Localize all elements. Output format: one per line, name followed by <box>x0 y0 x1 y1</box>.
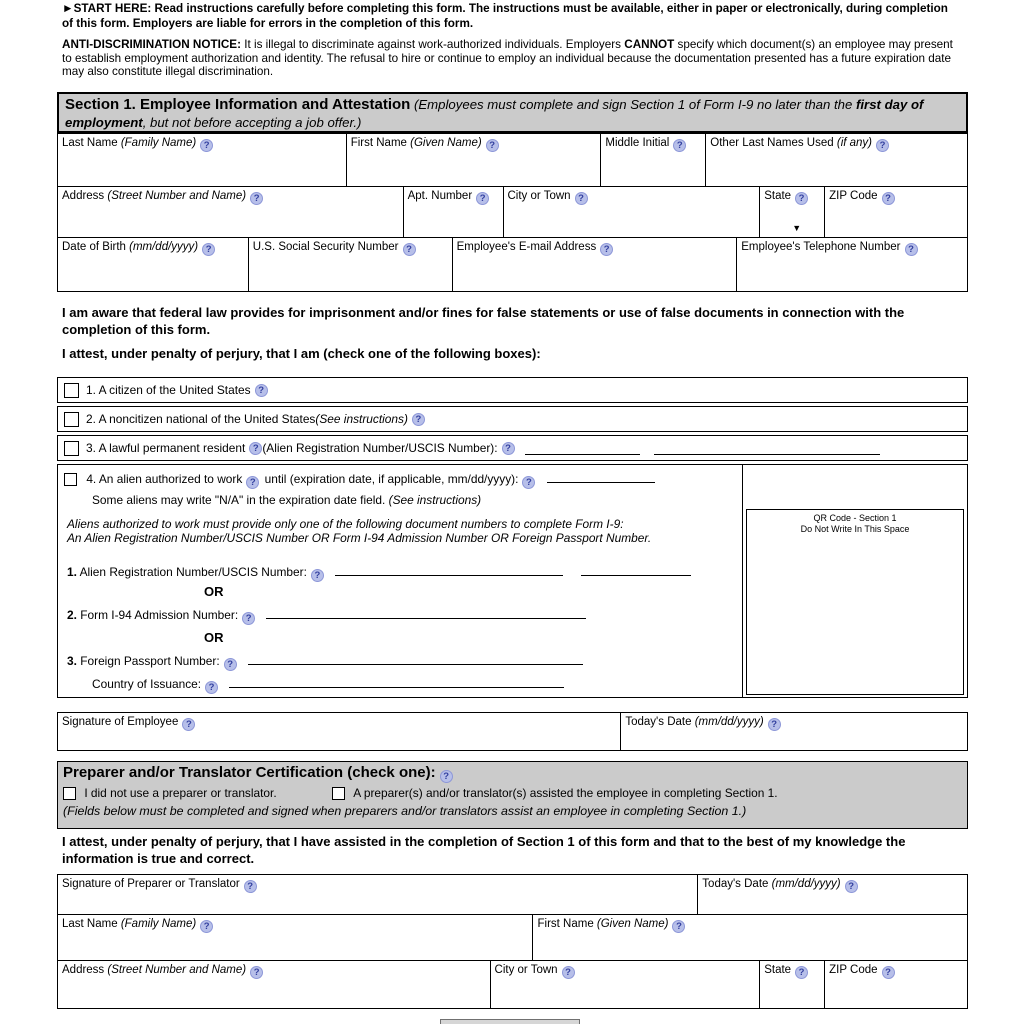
middle-initial-label: Middle Initial <box>605 137 670 149</box>
preparer-state-label: State <box>764 964 792 976</box>
date-of-birth-label: Date of Birth <box>62 241 130 253</box>
country-of-issuance-line[interactable] <box>229 676 564 688</box>
help-icon[interactable]: ? <box>905 243 918 256</box>
anti-discrimination-text-1: It is illegal to discriminate against work-authorized individuals. Employers <box>240 38 625 51</box>
preparer-last-name-field[interactable] <box>58 915 533 961</box>
preparer-first-name-field[interactable] <box>533 915 968 961</box>
noncitizen-national-checkbox[interactable] <box>64 412 79 427</box>
first-name-label: First Name <box>350 137 411 149</box>
telephone-field[interactable] <box>737 238 968 292</box>
employee-signature-table <box>57 712 968 751</box>
ssn-field[interactable] <box>249 238 453 292</box>
i94-number-row <box>67 607 586 625</box>
employee-info-table <box>57 133 968 292</box>
city-field[interactable] <box>504 187 761 238</box>
help-icon[interactable]: ? <box>242 612 255 625</box>
preparer-signature-label: Signature of Preparer or Translator <box>62 878 240 890</box>
anti-discrimination-text-2: specify which document(s) an employee may present to establish employment authorization and identity. The refusal to hire or continue to employ an individual because the documentation presented has a future expiration date may also constitute illegal discrimination. <box>62 38 953 78</box>
country-of-issuance-row <box>92 676 564 694</box>
apt-number-field[interactable] <box>404 187 504 238</box>
zip-field[interactable] <box>825 187 968 238</box>
help-icon[interactable]: ? <box>600 243 613 256</box>
preparer-attestation: I attest, under penalty of perjury, that I have assisted in the completion of Section 1 of this form and that to the best of my knowledge the information is true and correct. <box>62 834 906 866</box>
section1-header <box>57 92 968 133</box>
preparer-date-hint: (mm/dd/yyyy) <box>771 878 841 890</box>
i94-number-num: 2. <box>67 608 77 622</box>
help-icon[interactable]: ? <box>486 139 499 152</box>
foreign-passport-line[interactable] <box>248 653 583 665</box>
preparer-city-label: City or Town <box>494 964 558 976</box>
citizen-row <box>57 377 968 403</box>
first-name-field[interactable] <box>347 134 602 187</box>
qr-area <box>742 465 967 697</box>
citizen-label: 1. A citizen of the United States <box>86 383 251 397</box>
alien-authorized-checkbox[interactable] <box>64 473 77 486</box>
alien-docs-note-2: An Alien Registration Number/USCIS Number OR Form I-94 Admission Number OR Foreign Passport Number. <box>67 531 652 545</box>
dob-row <box>58 238 968 292</box>
alien-reg-number-row <box>67 564 691 582</box>
alien-reg-number-line-2[interactable] <box>581 564 691 576</box>
help-icon[interactable]: ? <box>202 243 215 256</box>
other-last-names-hint: (if any) <box>836 137 873 149</box>
noncitizen-national-label: 2. A noncitizen national of the United States <box>86 412 316 426</box>
uscis-number-line-2[interactable] <box>654 443 880 455</box>
address-field[interactable] <box>58 187 404 238</box>
employee-date-label: Today's Date <box>625 716 695 728</box>
address-hint: (Street Number and Name) <box>107 190 247 202</box>
permanent-resident-label: 3. A lawful permanent resident <box>86 441 246 455</box>
state-dropdown-arrow[interactable]: ▼ <box>792 223 802 233</box>
other-last-names-label: Other Last Names Used <box>710 137 837 149</box>
help-icon[interactable]: ? <box>522 476 535 489</box>
email-field[interactable] <box>453 238 738 292</box>
alien-reg-number-line[interactable] <box>335 564 563 576</box>
foreign-passport-num: 3. <box>67 654 77 668</box>
preparer-fields-note: (Fields below must be completed and signed when preparers and/or translators assist an employee in completing Section 1.) <box>63 804 747 818</box>
preparer-fields-table <box>57 874 968 1009</box>
preparer-certification-section <box>57 761 968 829</box>
anti-discrimination-notice <box>62 38 960 79</box>
federal-law-warning: I am aware that federal law provides for imprisonment and/or fines for false statements or use of false documents in connection with the completion of this form. <box>62 305 905 337</box>
i94-number-label: Form I-94 Admission Number: <box>80 608 239 622</box>
alien-authorized-suffix: until (expiration date, if applicable, mm/dd/yyyy): <box>264 472 519 486</box>
help-icon[interactable]: ? <box>502 442 515 455</box>
last-name-hint: (Family Name) <box>120 137 197 149</box>
help-icon[interactable]: ? <box>575 192 588 205</box>
help-icon[interactable]: ? <box>249 442 262 455</box>
preparer-signature-field[interactable] <box>58 875 698 915</box>
no-preparer-checkbox[interactable] <box>63 787 76 800</box>
expiration-date-line[interactable] <box>547 471 655 483</box>
zip-label: ZIP Code <box>829 190 878 202</box>
section1-subtitle-bold: first day of employment <box>65 97 924 130</box>
help-icon[interactable]: ? <box>200 139 213 152</box>
help-icon[interactable]: ? <box>412 413 425 426</box>
preparer-title-line <box>63 764 962 783</box>
section1-subtitle-pre: (Employees must complete and sign Section 1 of Form I-9 no later than the <box>410 97 856 112</box>
help-icon[interactable]: ? <box>768 718 781 731</box>
help-icon[interactable]: ? <box>403 243 416 256</box>
help-icon[interactable]: ? <box>882 192 895 205</box>
preparer-zip-field[interactable] <box>825 961 968 1009</box>
attestation-instruction: I attest, under penalty of perjury, that I am (check one of the following boxes): <box>62 346 541 361</box>
date-of-birth-field[interactable] <box>58 238 249 292</box>
help-icon[interactable]: ? <box>311 569 324 582</box>
help-icon[interactable]: ? <box>255 384 268 397</box>
ssn-label: U.S. Social Security Number <box>252 241 399 253</box>
preparer-address-label: Address <box>62 964 108 976</box>
preparer-title: Preparer and/or Translator Certification (check one): <box>63 764 436 781</box>
state-field[interactable] <box>760 187 825 238</box>
help-icon[interactable]: ? <box>795 192 808 205</box>
help-icon[interactable]: ? <box>440 770 453 783</box>
alien-reg-number-num: 1. <box>67 565 77 579</box>
last-name-label: Last Name <box>62 137 121 149</box>
preparer-last-name-hint: (Family Name) <box>120 918 197 930</box>
preparer-first-name-label: First Name <box>537 918 597 930</box>
partial-button[interactable] <box>440 1019 580 1024</box>
name-row <box>58 134 968 187</box>
help-icon[interactable]: ? <box>882 966 895 979</box>
address-row <box>58 187 968 238</box>
help-icon[interactable]: ? <box>250 966 263 979</box>
employee-date-hint: (mm/dd/yyyy) <box>694 716 764 728</box>
preparer-first-name-hint: (Given Name) <box>596 918 669 930</box>
help-icon[interactable]: ? <box>250 192 263 205</box>
permanent-resident-row <box>57 435 968 461</box>
qr-label-1: QR Code - Section 1 <box>813 513 897 523</box>
other-last-names-field[interactable] <box>706 134 968 187</box>
date-of-birth-hint: (mm/dd/yyyy) <box>129 241 199 253</box>
middle-initial-field[interactable] <box>601 134 706 187</box>
i94-number-line[interactable] <box>266 607 586 619</box>
help-icon[interactable]: ? <box>244 880 257 893</box>
preparer-date-label: Today's Date <box>702 878 772 890</box>
used-preparer-label: A preparer(s) and/or translator(s) assisted the employee in completing Section 1. <box>353 786 778 800</box>
permanent-resident-suffix: (Alien Registration Number/USCIS Number): <box>262 441 498 455</box>
section1-title: Section 1. Employee Information and Attestation <box>65 96 411 113</box>
help-icon[interactable]: ? <box>205 681 218 694</box>
no-preparer-label: I did not use a preparer or translator. <box>84 786 277 800</box>
preparer-signature-row <box>58 875 968 915</box>
anti-discrimination-cannot: CANNOT <box>624 38 675 51</box>
city-label: City or Town <box>507 190 571 202</box>
alien-docs-note-1: Aliens authorized to work must provide only one of the following document numbers to complete Form I-9: <box>67 517 624 531</box>
telephone-label: Employee's Telephone Number <box>741 241 901 253</box>
noncitizen-national-row <box>57 406 968 432</box>
help-icon[interactable]: ? <box>224 658 237 671</box>
qr-label-2: Do Not Write In This Space <box>800 524 910 534</box>
help-icon[interactable]: ? <box>182 718 195 731</box>
anti-discrimination-lead: ANTI-DISCRIMINATION NOTICE: <box>62 38 241 51</box>
help-icon[interactable]: ? <box>672 920 685 933</box>
preparer-address-row <box>58 961 968 1009</box>
help-icon[interactable]: ? <box>476 192 489 205</box>
na-note-text: Some aliens may write "N/A" in the expiration date field. <box>92 493 389 507</box>
preparer-address-field[interactable] <box>58 961 491 1009</box>
help-icon[interactable]: ? <box>673 139 686 152</box>
uscis-number-line[interactable] <box>525 443 640 455</box>
first-name-hint: (Given Name) <box>410 137 482 149</box>
foreign-passport-row <box>67 653 583 671</box>
preparer-state-field[interactable] <box>760 961 825 1009</box>
employee-signature-field[interactable] <box>58 713 621 751</box>
preparer-last-name-label: Last Name <box>62 918 121 930</box>
employee-date-field[interactable] <box>621 713 968 751</box>
citizen-checkbox[interactable] <box>64 383 79 398</box>
permanent-resident-checkbox[interactable] <box>64 441 79 456</box>
help-icon[interactable]: ? <box>845 880 858 893</box>
preparer-options <box>63 786 962 800</box>
help-icon[interactable]: ? <box>795 966 808 979</box>
na-note-italic: (See instructions) <box>388 493 482 507</box>
help-icon[interactable]: ? <box>200 920 213 933</box>
help-icon[interactable]: ? <box>876 139 889 152</box>
preparer-zip-label: ZIP Code <box>829 964 878 976</box>
preparer-address-hint: (Street Number and Name) <box>107 964 247 976</box>
preparer-date-field[interactable] <box>698 875 968 915</box>
foreign-passport-label: Foreign Passport Number: <box>80 654 220 668</box>
preparer-city-field[interactable] <box>491 961 761 1009</box>
or-separator-1: OR <box>204 584 224 599</box>
or-separator-2: OR <box>204 630 224 645</box>
qr-code-box <box>746 509 964 695</box>
section1-subtitle-post: , but not before accepting a job offer.) <box>142 115 362 130</box>
start-here-notice: ►START HERE: Read instructions carefully before completing this form. The instructions must be available, either in paper or electronically, during completion of this form. Employers are liable for errors in the completion of this form. <box>62 2 948 30</box>
used-preparer-checkbox[interactable] <box>332 787 345 800</box>
alien-authorized-label: 4. An alien authorized to work <box>86 472 243 486</box>
state-label: State <box>764 190 792 202</box>
email-label: Employee's E-mail Address <box>456 241 597 253</box>
help-icon[interactable]: ? <box>246 476 259 489</box>
employee-signature-row <box>58 713 968 751</box>
alien-authorized-row <box>64 471 655 489</box>
last-name-field[interactable] <box>58 134 347 187</box>
alien-reg-number-label: Alien Registration Number/USCIS Number: <box>79 565 307 579</box>
country-of-issuance-label: Country of Issuance: <box>92 677 202 691</box>
preparer-name-row <box>58 915 968 961</box>
noncitizen-national-note: (See instructions) <box>315 412 408 426</box>
address-label: Address <box>62 190 108 202</box>
na-note <box>92 493 481 507</box>
employee-signature-label: Signature of Employee <box>62 716 179 728</box>
alien-authorized-box <box>57 464 968 698</box>
apt-number-label: Apt. Number <box>407 190 473 202</box>
help-icon[interactable]: ? <box>562 966 575 979</box>
